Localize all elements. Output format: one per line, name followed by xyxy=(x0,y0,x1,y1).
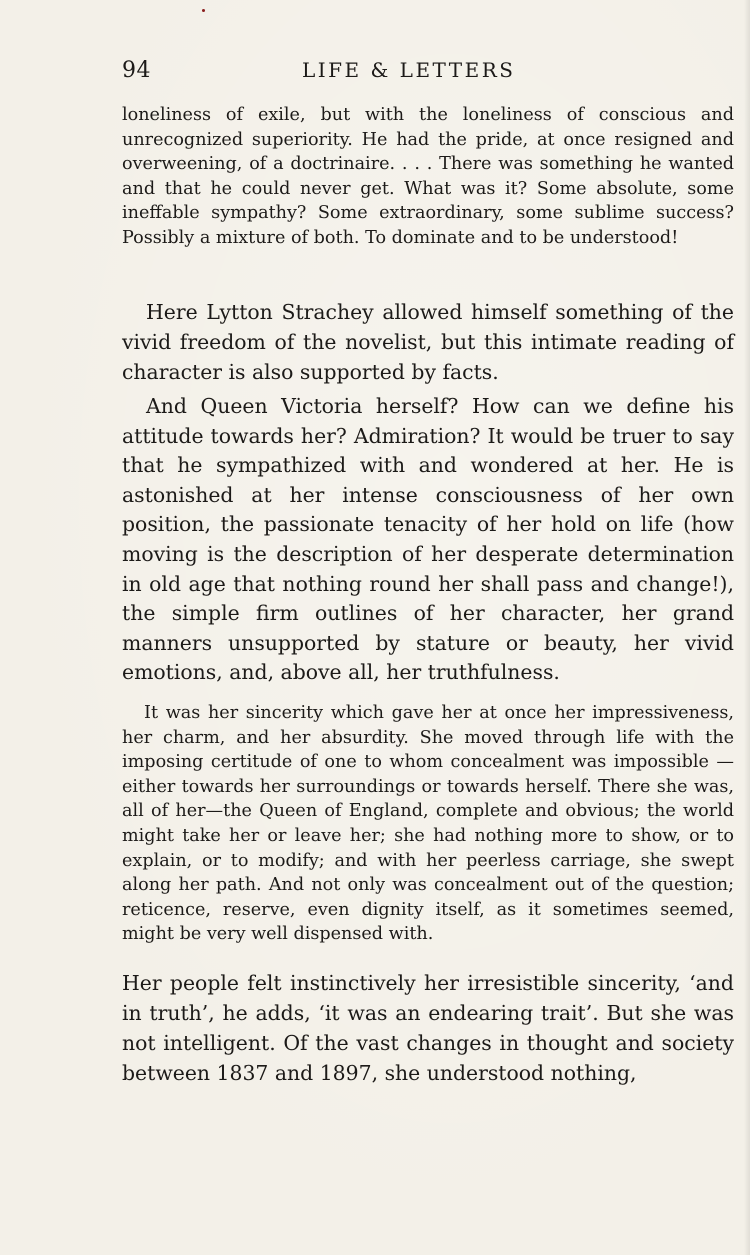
block-quote-strachey: loneliness of exile, but with the loneliness of conscious and unrecognized superiority. He had the pride, at once resigned and overweening, of a doctrinaire. . . . There was something he wanted and that he could never get. What was it? Some absolute, some ineffable sympathy? Some extraordinary, some sublime success? Possibly a mixture of both. To dominate and to be understood! xyxy=(122,105,734,248)
block-quote-sincerity: It was her sincerity which gave her at once her impressiveness, her charm, and her absurdity. She moved through life with the imposing certitude of one to whom concealment was impossible —either towards her surroundings or towards herself. There she was, all of her—the Queen of England, complete and obvious; the world might take her or leave her; she had nothing more to show, or to explain, or to modify; and with her peerless carriage, she swept along her path. And not only was concealment out of the question; reticence, reserve, even dignity itself, as it sometimes seemed, might be very well dispensed with. xyxy=(122,703,734,945)
page-number: 94 xyxy=(122,58,151,83)
paragraph-sincerity-trait: Her people felt instinctively her irresistible sincerity, ‘and in truth’, he adds, ‘it was an endearing trait’. But she was not intelligent. Of the vast changes in thought and society between 1837 and 1897, she understood nothing, xyxy=(122,971,734,1085)
ink-speck xyxy=(202,9,205,12)
paragraph-novelist-freedom: Here Lytton Strachey allowed himself something of the vivid freedom of the novelist, but this intimate reading of character is also supported by facts. xyxy=(122,300,734,384)
page-header xyxy=(122,58,734,90)
running-head: LIFE & LETTERS xyxy=(302,58,516,82)
page-edge-shadow xyxy=(744,0,750,1255)
paragraph-queen-victoria: And Queen Victoria herself? How can we define his attitude towards her? Admiration? It would be truer to say that he sympathized with and wondered at her. He is astonished at her intense consciousness of her own position, the passionate tenacity of her hold on life (how moving is the description of her desperate determination in old age that nothing round her shall pass and change!), the simple firm outlines of her character, her grand manners unsupported by stature or beauty, her vivid emotions, and, above all, her truthfulness. xyxy=(122,394,734,685)
